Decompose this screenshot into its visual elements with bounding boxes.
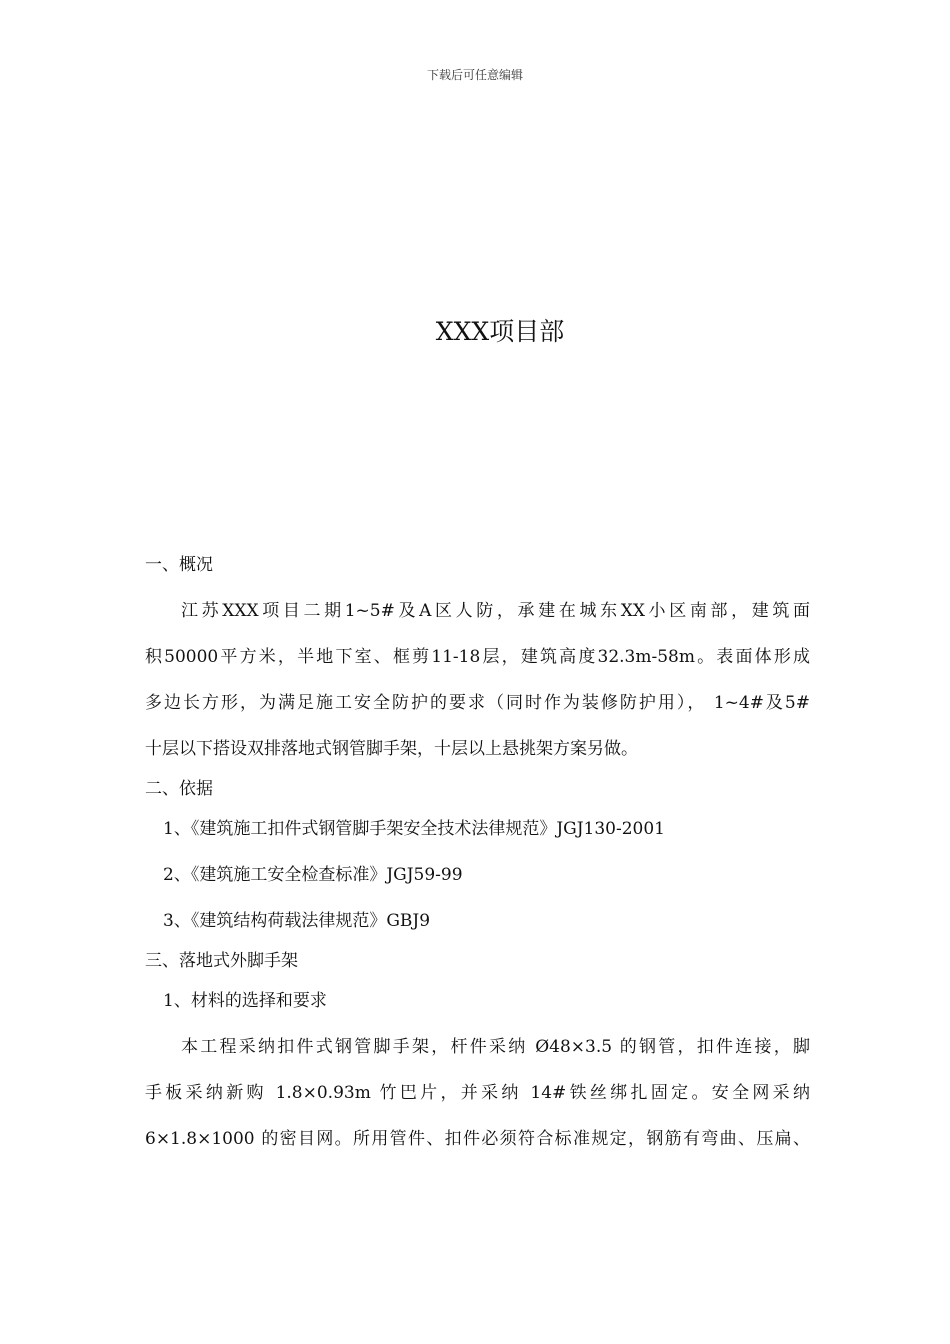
page-title: XXX项目部 (435, 317, 565, 346)
section-heading-scaffold: 三、落地式外脚手架 (145, 951, 298, 971)
list-item: 3、《建筑结构荷载法律规范》GBJ9 (163, 911, 431, 931)
paragraph-line: 积50000平方米，半地下室、框剪11-18层，建筑高度32.3m-58m。表面体形成 (145, 647, 810, 667)
paragraph-line: 手板采纳新购 1.8×0.93m 竹巴片，并采纳 14#铁丝绑扎固定。安全网采纳 (145, 1083, 810, 1103)
paragraph-line: 本工程采纳扣件式钢管脚手架，杆件采纳 Ø48×3.5 的钢管，扣件连接，脚 (181, 1037, 810, 1057)
paragraph-line: 多边长方形，为满足施工安全防护的要求（同时作为装修防护用）， 1~4#及5# (145, 693, 810, 713)
paragraph-line: 十层以下搭设双排落地式钢管脚手架，十层以上悬挑架方案另做。 (145, 739, 638, 759)
list-item: 2、《建筑施工安全检查标准》JGJ59-99 (163, 865, 463, 885)
section-heading-overview: 一、概况 (145, 555, 213, 575)
paragraph-line: 江苏XXX项目二期1~5#及A区人防，承建在城东XX小区南部，建筑面 (181, 601, 810, 621)
subsection-heading-materials: 1、材料的选择和要求 (163, 991, 327, 1011)
paragraph-line: 6×1.8×1000 的密目网。所用管件、扣件必须符合标准规定，钢筋有弯曲、压扁、 (145, 1129, 810, 1149)
list-item: 1、《建筑施工扣件式钢管脚手架安全技术法律规范》JGJ130-2001 (163, 819, 665, 839)
header-note: 下载后可任意编辑 (426, 68, 523, 82)
document-body (145, 548, 810, 1162)
section-heading-basis: 二、依据 (145, 779, 213, 799)
